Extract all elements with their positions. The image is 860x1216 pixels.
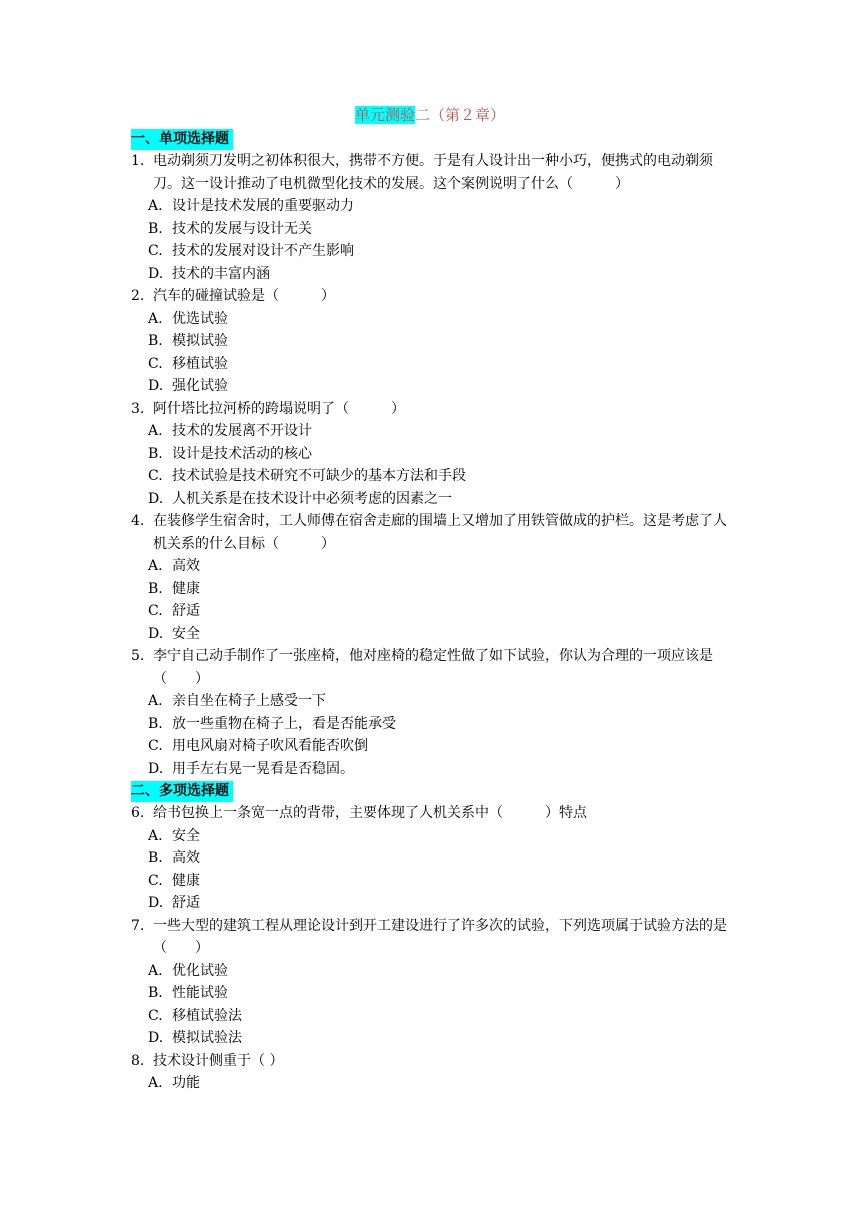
option [131, 375, 731, 398]
option-letter: B. [148, 445, 163, 462]
question-7 [131, 915, 731, 960]
question-text: 电动剃须刀发明之初体积很大，携带不方便。于是有人设计出一种小巧，便携式的电动剃须刀。这一设计推动了电机微型化技术的发展。这个案例说明了什么（ ） [153, 153, 713, 192]
option-letter: C. [148, 1007, 163, 1024]
question-5 [131, 645, 731, 690]
option-letter: B. [148, 985, 163, 1001]
option-text: 用电风扇对椅子吹风看能否吹倒 [172, 738, 368, 754]
option [131, 690, 731, 713]
option-letter: D. [148, 625, 164, 642]
option-letter: B. [148, 580, 163, 597]
option-text: 健康 [172, 580, 200, 597]
option [131, 892, 731, 915]
option-text: 功能 [172, 1075, 200, 1091]
option-text: 放一些重物在椅子上，看是否能承受 [172, 715, 396, 732]
question-number: 2. [131, 288, 145, 304]
option-text: 强化试验 [172, 378, 228, 394]
option [131, 353, 731, 376]
question-number: 7. [131, 917, 145, 934]
document-body [131, 128, 731, 1095]
option [131, 195, 731, 218]
question-text: 阿什塔比拉河桥的跨塌说明了（ ） [153, 400, 405, 417]
option-letter: B. [148, 715, 163, 732]
option-text: 模拟试验 [172, 333, 228, 349]
option-text: 技术的丰富内涵 [172, 265, 270, 282]
question-1 [131, 150, 731, 195]
option-text: 安全 [172, 625, 200, 642]
question-text: 技术设计侧重于（ ） [153, 1052, 284, 1069]
option-letter: C. [148, 872, 163, 889]
option-text: 舒适 [172, 603, 200, 619]
option-text: 安全 [172, 827, 200, 844]
title-rest: 二（第２章） [415, 106, 506, 124]
question-2 [131, 285, 731, 308]
question-number: 1. [131, 153, 145, 169]
option [131, 578, 731, 601]
question-text: 在装修学生宿舍时，工人师傅在宿舍走廊的围墙上又增加了用铁管做成的护栏。这是考虑了人机关系的什么目标（ ） [153, 513, 727, 552]
question-text: 汽车的碰撞试验是（ ） [153, 288, 335, 304]
option [131, 1027, 731, 1050]
option-text: 技术的发展离不开设计 [172, 423, 312, 439]
option-letter: A. [148, 962, 163, 979]
option-letter: C. [148, 243, 163, 259]
option-letter: A. [148, 558, 163, 574]
option-letter: A. [148, 827, 163, 844]
option [131, 443, 731, 466]
option-letter: A. [148, 198, 163, 214]
section-heading-single-choice: 一、单项选择题 [131, 129, 233, 150]
question-text: 李宁自己动手制作了一张座椅，他对座椅的稳定性做了如下试验，你认为合理的一项应该是（ ） [153, 648, 713, 687]
option-letter: A. [148, 310, 163, 327]
option [131, 758, 731, 781]
option-text: 技术的发展对设计不产生影响 [172, 243, 354, 259]
option-text: 模拟试验法 [172, 1030, 242, 1046]
question-8 [131, 1050, 731, 1073]
option [131, 218, 731, 241]
option [131, 555, 731, 578]
option-letter: A. [148, 693, 163, 709]
option-text: 设计是技术活动的核心 [172, 445, 312, 462]
question-number: 6. [131, 805, 145, 821]
option-letter: C. [148, 738, 163, 754]
option [131, 308, 731, 331]
option-text: 性能试验 [172, 985, 228, 1001]
question-text: 一些大型的建筑工程从理论设计到开工建设进行了许多次的试验，下列选项属于试验方法的是（ ） [153, 917, 727, 956]
option-text: 优化试验 [172, 962, 228, 979]
option-text: 高效 [172, 558, 200, 574]
option [131, 600, 731, 623]
option-text: 舒适 [172, 895, 200, 911]
question-number: 4. [131, 513, 145, 529]
question-4 [131, 510, 731, 555]
option [131, 713, 731, 736]
option [131, 240, 731, 263]
option-text: 高效 [172, 850, 200, 866]
option-letter: A. [148, 1075, 163, 1091]
option-text: 设计是技术发展的重要驱动力 [172, 198, 354, 214]
question-number: 3. [131, 400, 145, 417]
option-text: 健康 [172, 872, 200, 889]
option [131, 263, 731, 286]
option [131, 465, 731, 488]
option-letter: D. [148, 760, 164, 777]
option-letter: D. [148, 265, 164, 282]
option-letter: B. [148, 850, 163, 866]
option-text: 移植试验法 [172, 1007, 242, 1024]
question-number: 8. [131, 1052, 145, 1069]
option [131, 488, 731, 511]
option [131, 870, 731, 893]
option [131, 982, 731, 1005]
option-letter: C. [148, 603, 163, 619]
option-letter: B. [148, 220, 163, 237]
option-letter: D. [148, 378, 164, 394]
option [131, 735, 731, 758]
option [131, 330, 731, 353]
question-6 [131, 802, 731, 825]
question-text: 给书包换上一条宽一点的背带，主要体现了人机关系中（ ）特点 [153, 805, 587, 821]
title-highlighted: 单元测验 [354, 106, 415, 124]
option-letter: C. [148, 468, 163, 484]
option-letter: D. [148, 1030, 164, 1046]
option-text: 用手左右晃一晃看是否稳固。 [172, 760, 354, 777]
option [131, 1005, 731, 1028]
option-text: 优选试验 [172, 310, 228, 327]
option-letter: A. [148, 423, 163, 439]
question-number: 5. [131, 648, 145, 664]
option-text: 人机关系是在技术设计中必须考虑的因素之一 [172, 490, 452, 507]
option-text: 技术试验是技术研究不可缺少的基本方法和手段 [172, 468, 466, 484]
section-heading-multiple-choice: 二、多项选择题 [131, 781, 233, 802]
option-text: 移植试验 [172, 355, 228, 372]
option-text: 亲自坐在椅子上感受一下 [172, 693, 326, 709]
option [131, 1072, 731, 1095]
option-letter: D. [148, 895, 164, 911]
document-title [0, 104, 860, 126]
option-text: 技术的发展与设计无关 [172, 220, 312, 237]
option-letter: C. [148, 355, 163, 372]
option-letter: D. [148, 490, 164, 507]
option [131, 847, 731, 870]
option [131, 420, 731, 443]
option-letter: B. [148, 333, 163, 349]
question-3 [131, 398, 731, 421]
option [131, 960, 731, 983]
option [131, 623, 731, 646]
option [131, 825, 731, 848]
